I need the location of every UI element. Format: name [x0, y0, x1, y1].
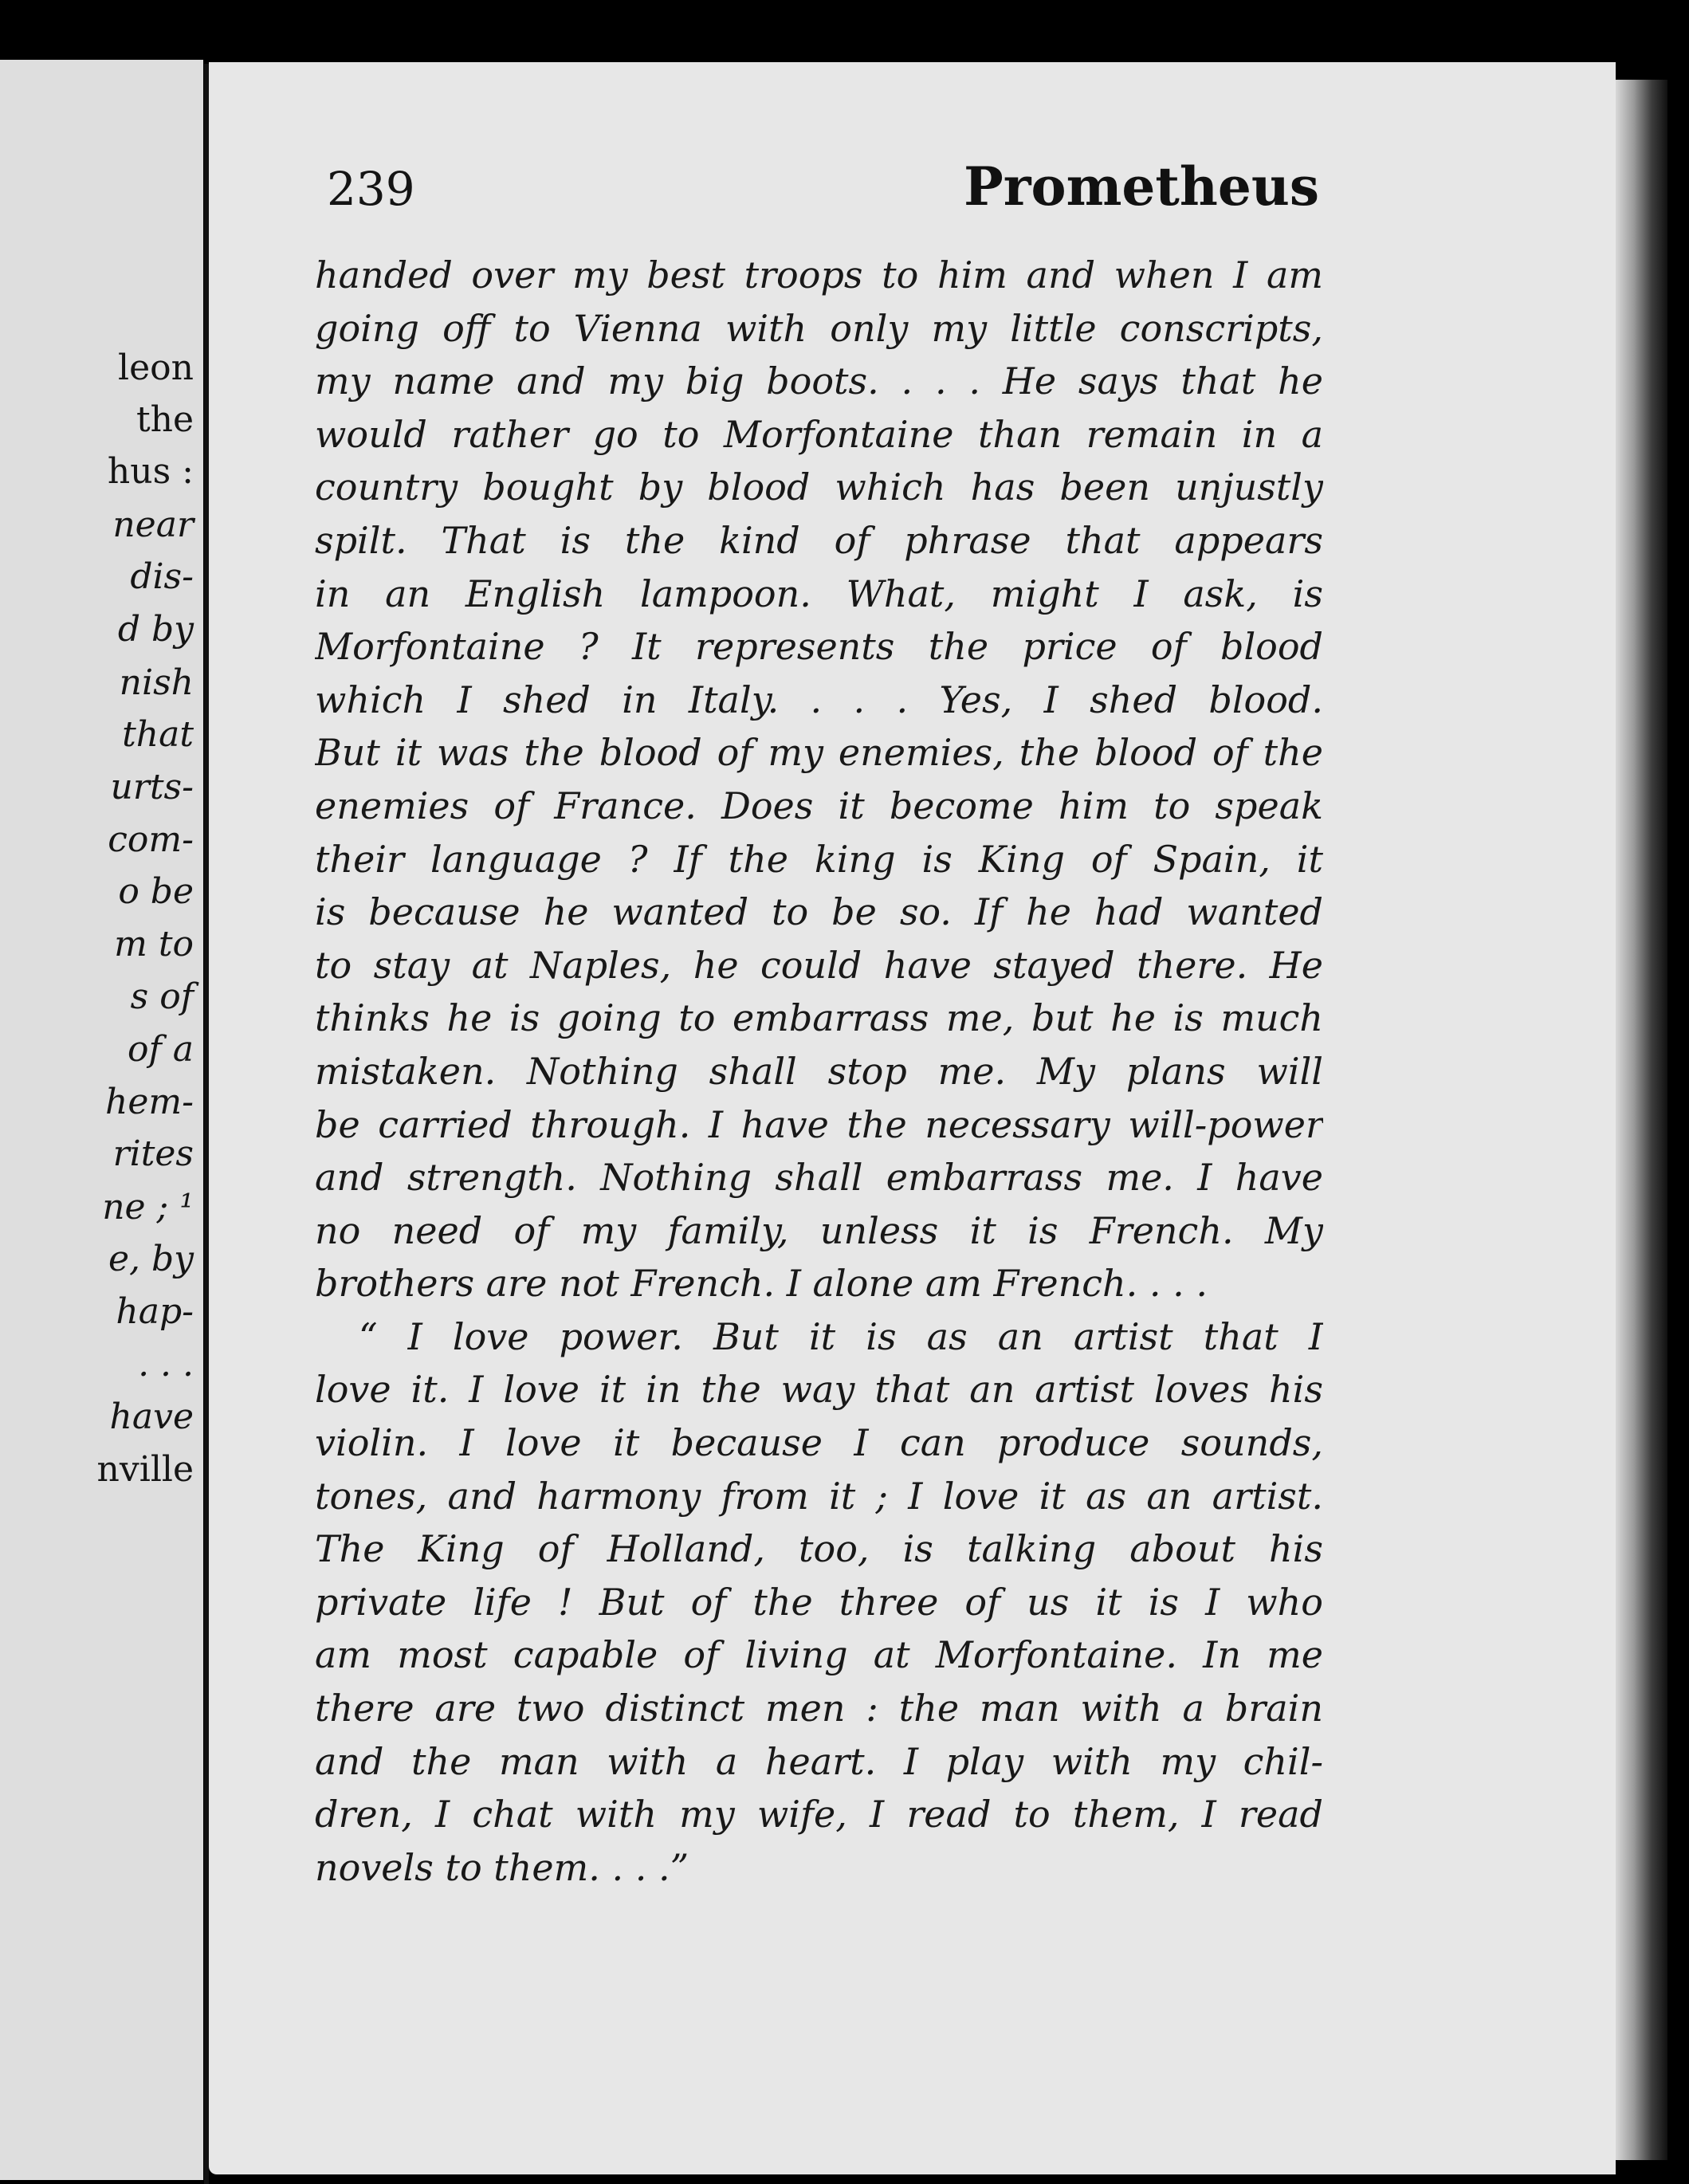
- page-number: 239: [327, 162, 415, 216]
- body-text-line: is because he wanted to be so. If he had wanted: [315, 890, 1323, 934]
- body-text-line: tones, and harmony from it ; I love it as an artist.: [315, 1474, 1323, 1518]
- body-text-line: in an English lampoon. What, might I ask, is: [315, 572, 1323, 615]
- left-page-line-fragment: d by: [117, 609, 194, 650]
- left-page-line-fragment: nish: [119, 662, 194, 703]
- body-text-line: and strength. Nothing shall embarrass me. I have: [315, 1156, 1323, 1200]
- running-title: Prometheus: [964, 155, 1319, 218]
- left-page-line-fragment: e, by: [108, 1239, 194, 1279]
- left-page-line-fragment: m to: [114, 924, 194, 964]
- left-page-line-fragment: leon: [118, 348, 194, 388]
- left-page-line-fragment: urts-: [110, 767, 194, 807]
- body-text-line: private life ! But of the three of us it is I who: [315, 1580, 1323, 1624]
- body-text-line: handed over my best troops to him and when I am: [315, 253, 1323, 297]
- body-text-line: be carried through. I have the necessary will-power: [315, 1102, 1323, 1146]
- left-page-line-fragment: dis-: [130, 556, 194, 597]
- left-page-line-fragment: hem-: [105, 1082, 194, 1122]
- body-text-line: thinks he is going to embarrass me, but he is much: [315, 996, 1323, 1040]
- page-edge-shadow: [1616, 80, 1667, 2160]
- body-text-line: “ I love power. But it is as an artist that I: [359, 1314, 1323, 1358]
- left-page-line-fragment: the: [136, 399, 194, 440]
- left-page-line-fragment: s of: [130, 976, 194, 1017]
- body-text-line: and the man with a heart. I play with my chil-: [315, 1739, 1323, 1783]
- left-facing-page: [0, 60, 203, 2180]
- body-text-line: love it. I love it in the way that an artist loves his: [315, 1368, 1323, 1412]
- left-page-line-fragment: hap-: [116, 1291, 194, 1332]
- body-text-line: to stay at Naples, he could have stayed there. He: [315, 943, 1323, 987]
- body-text-line: But it was the blood of my enemies, the blood of the: [315, 731, 1323, 775]
- body-text-line: would rather go to Morfontaine than remain in a: [315, 412, 1323, 456]
- left-page-line-fragment: rites: [112, 1133, 194, 1174]
- left-page-line-fragment: hus :: [107, 451, 194, 492]
- left-page-line-fragment: of a: [128, 1029, 194, 1070]
- body-text-line: The King of Holland, too, is talking about his: [315, 1527, 1323, 1571]
- body-text-line: going off to Vienna with only my little conscripts,: [315, 306, 1323, 350]
- body-text-line: dren, I chat with my wife, I read to them, I read: [315, 1793, 1323, 1836]
- left-page-line-fragment: have: [109, 1396, 194, 1437]
- body-text-line: violin. I love it because I can produce sounds,: [315, 1421, 1323, 1465]
- left-page-line-fragment: com-: [108, 819, 194, 860]
- body-text-line: my name and my big boots. . . . He says that he: [315, 359, 1323, 403]
- body-text-line: no need of my family, unless it is French. My: [315, 1208, 1323, 1252]
- left-page-line-fragment: . . .: [138, 1344, 194, 1385]
- body-text-line: am most capable of living at Morfontaine. In me: [315, 1633, 1323, 1677]
- left-page-line-fragment: near: [112, 505, 194, 545]
- body-text-line: their language ? If the king is King of Spain, it: [315, 837, 1323, 881]
- running-header: [327, 155, 1319, 219]
- body-text-line: novels to them. . . .”: [315, 1845, 689, 1889]
- body-text-line: brothers are not French. I alone am French. . . .: [315, 1262, 1208, 1306]
- body-text: [315, 249, 1323, 1894]
- body-text-line: country bought by blood which has been unjustly: [315, 465, 1323, 509]
- body-text-line: which I shed in Italy. . . . Yes, I shed blood.: [315, 678, 1323, 721]
- body-text-line: enemies of France. Does it become him to speak: [315, 784, 1323, 827]
- body-text-line: there are two distinct men : the man with a brain: [315, 1687, 1323, 1730]
- left-page-line-fragment: nville: [96, 1449, 194, 1490]
- body-text-line: mistaken. Nothing shall stop me. My plans will: [315, 1049, 1323, 1093]
- left-page-line-fragment: ne ; ¹: [102, 1187, 194, 1228]
- body-text-line: Morfontaine ? It represents the price of blood: [315, 625, 1323, 669]
- left-page-line-fragment: o be: [118, 871, 194, 912]
- body-text-line: spilt. That is the kind of phrase that appears: [315, 518, 1323, 562]
- left-page-line-fragment: that: [122, 714, 194, 755]
